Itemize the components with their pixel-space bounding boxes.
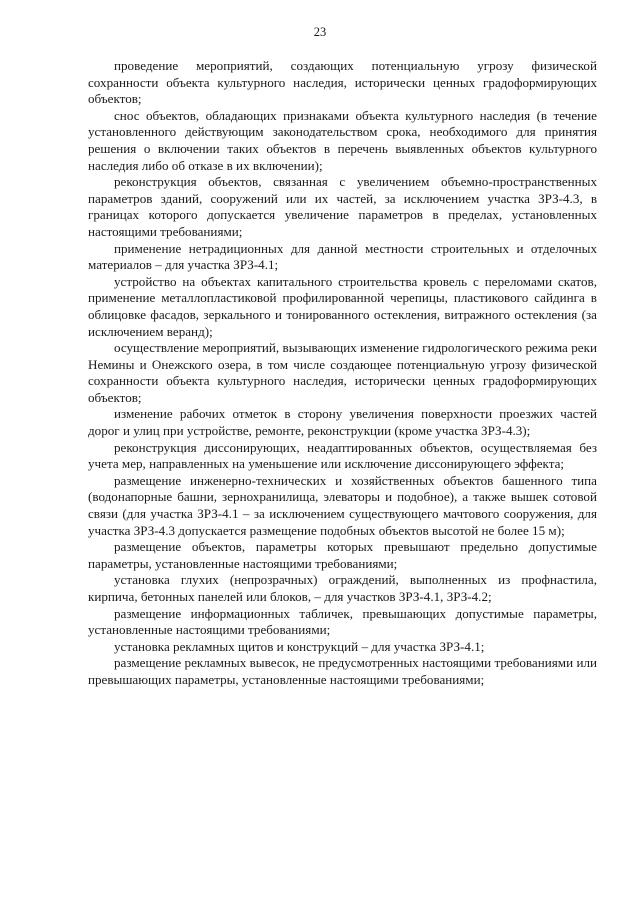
list-item: изменение рабочих отметок в сторону увеличения поверхности проезжих частей дорог и улиц при устройстве, ремонте, реконструкции (кроме участка ЗРЗ-4.3);: [88, 406, 597, 439]
list-item: установка глухих (непрозрачных) ограждений, выполненных из профнастила, кирпича, бетонных панелей или блоков, – для участков ЗРЗ-4.1, ЗРЗ-4.2;: [88, 572, 597, 604]
list-item: размещение рекламных вывесок, не предусмотренных настоящими требованиями или превышающих параметры, установленные настоящими требованиями;: [88, 655, 597, 687]
list-item: размещение информационных табличек, превышающих допустимые параметры, установленные настоящими требованиями;: [88, 605, 597, 638]
list-item: применение нетрадиционных для данной местности строительных и отделочных материалов – для участка ЗРЗ-4.1;: [88, 240, 597, 273]
list-item: размещение инженерно-технических и хозяйственных объектов башенного типа (водонапорные башни, зернохранилища, элеваторы и подобное), а также вышек сотовой связи (для участка ЗРЗ-4.1 – за исключением существующего мачтового сооружения, для участка ЗРЗ-4.3 допускается размещение подобных объектов высотой не более 15 м);: [88, 472, 597, 538]
list-item: проведение мероприятий, создающих потенциальную угрозу физической сохранности объекта культурного наследия, исторически ценных градоформирующих объектов;: [88, 58, 597, 107]
list-item: реконструкция объектов, связанная с увеличением объемно-пространственных параметров зданий, сооружений или их частей, за исключением участка ЗРЗ-4.3, в границах которого допускается увеличение параметров в пределах, установленных настоящими требованиями;: [88, 174, 597, 239]
body-text: [88, 58, 597, 689]
list-item: реконструкция диссонирующих, неадаптированных объектов, осуществляемая без учета мер, направленных на уменьшение или исключение диссонирующего эффекта;: [88, 439, 597, 472]
list-item: размещение объектов, параметры которых превышают предельно допустимые параметры, установленные настоящими требованиями;: [88, 539, 597, 571]
list-item: снос объектов, обладающих признаками объекта культурного наследия (в течение установленного действующим законодательством срока, необходимого для принятия решения о включении таких объектов в перечень выявленных объектов культурного наследия либо об отказе в их включении);: [88, 107, 597, 173]
list-item: устройство на объектах капитального строительства кровель с переломами скатов, применение металлопластиковой профилированной черепицы, пластикового сайдинга в облицовке фасадов, зеркального и тонированного остекления, витражного остекления (за исключением веранд);: [88, 273, 597, 339]
page-number: 23: [313, 25, 327, 39]
list-item: установка рекламных щитов и конструкций – для участка ЗРЗ-4.1;: [114, 638, 485, 654]
list-item: осуществление мероприятий, вызывающих изменение гидрологического режима реки Немины и Онежского озера, в том числе создающее потенциальную угрозу физической сохранности объекта культурного наследия, исторически ценных градоформирующих объектов;: [88, 340, 597, 405]
